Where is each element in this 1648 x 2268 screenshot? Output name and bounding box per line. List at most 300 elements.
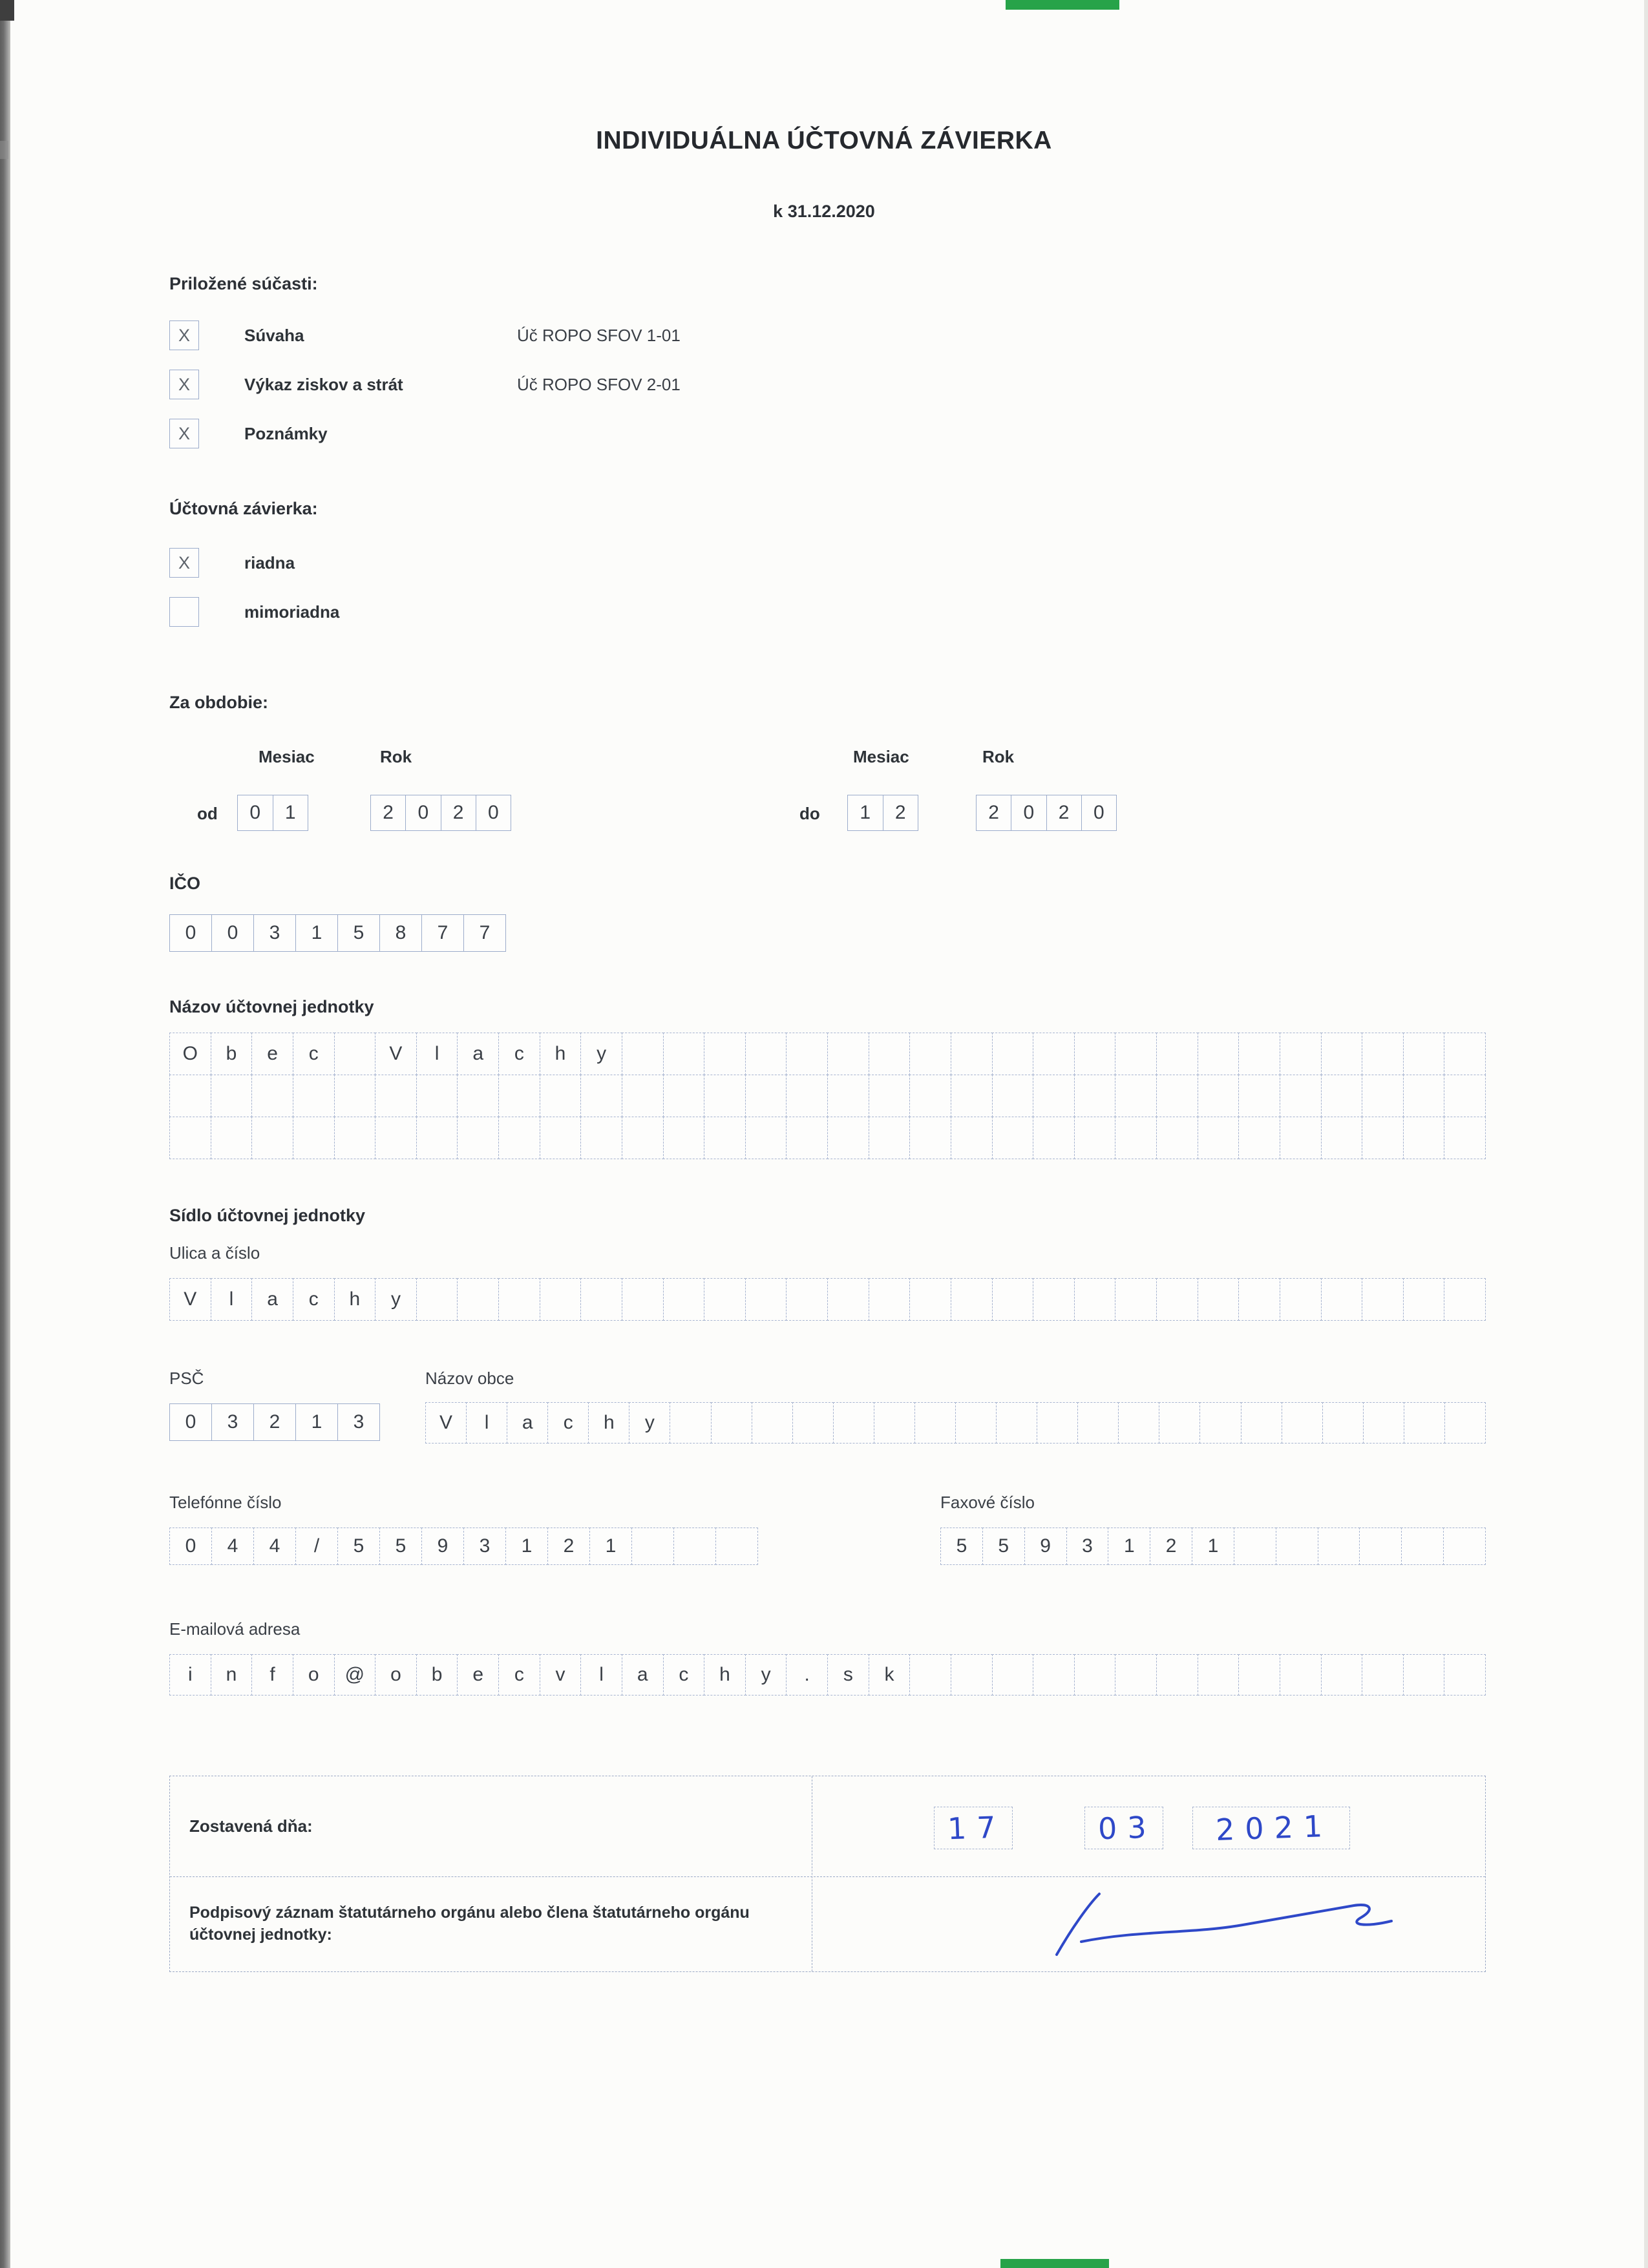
period-to-label: do (799, 804, 820, 823)
grid-cell: 0 (476, 795, 511, 831)
seat-heading: Sídlo účtovnej jednotky (169, 1206, 366, 1225)
grid-cell (1033, 1033, 1075, 1075)
grid-cell (1404, 1402, 1445, 1444)
grid-cell: h (704, 1654, 746, 1696)
grid-cell: 0 (211, 914, 254, 952)
grid-cell (1115, 1654, 1157, 1696)
grid-cell: b (211, 1033, 253, 1075)
grid-cell: V (425, 1402, 467, 1444)
grid-cell (1241, 1402, 1282, 1444)
grid-cell: y (629, 1402, 670, 1444)
compiled-month-box (1084, 1807, 1163, 1849)
period-to-year-label: Rok (982, 747, 1015, 766)
grid-cell (334, 1075, 376, 1117)
form-title: INDIVIDUÁLNA ÚČTOVNÁ ZÁVIERKA (596, 127, 1052, 154)
grid-cell (909, 1075, 951, 1117)
grid-cell (914, 1402, 956, 1444)
grid-cell (1159, 1402, 1200, 1444)
grid-cell (745, 1117, 787, 1159)
grid-cell (1359, 1528, 1402, 1565)
grid-cell (992, 1033, 1034, 1075)
checkbox-vykaz: X (169, 370, 199, 399)
grid-cell: n (211, 1654, 253, 1696)
attachment-form-code: Úč ROPO SFOV 2-01 (517, 375, 681, 394)
grid-cell (334, 1033, 376, 1075)
grid-cell (457, 1075, 499, 1117)
grid-cell: c (293, 1033, 335, 1075)
grid-cell: a (251, 1278, 293, 1321)
grid-cell (251, 1117, 293, 1159)
grid-cell (827, 1075, 869, 1117)
grid-cell: 0 (405, 795, 441, 831)
grid-cell: c (498, 1654, 540, 1696)
grid-cell (1198, 1075, 1240, 1117)
scanner-edge-left (0, 0, 10, 2268)
period-to-year-grid (976, 795, 1117, 831)
grid-cell (1403, 1075, 1445, 1117)
grid-cell (1238, 1278, 1280, 1321)
attachment-form-code: Úč ROPO SFOV 1-01 (517, 326, 681, 345)
grid-cell: c (547, 1402, 589, 1444)
attachments-heading: Priložené súčasti: (169, 274, 318, 293)
grid-cell (869, 1117, 911, 1159)
grid-cell (1444, 1278, 1486, 1321)
grid-cell (909, 1117, 951, 1159)
grid-cell: y (375, 1278, 417, 1321)
grid-cell: @ (334, 1654, 376, 1696)
grid-cell (827, 1033, 869, 1075)
grid-cell (1321, 1278, 1363, 1321)
grid-cell (1362, 1033, 1404, 1075)
grid-cell: 1 (273, 795, 309, 831)
grid-cell (869, 1278, 911, 1321)
grid-cell (1403, 1117, 1445, 1159)
grid-cell (540, 1075, 582, 1117)
grid-cell: 0 (1081, 795, 1117, 831)
grid-cell (1276, 1528, 1318, 1565)
grid-cell: 1 (505, 1528, 548, 1565)
grid-cell (1280, 1117, 1322, 1159)
grid-cell (1321, 1117, 1363, 1159)
grid-cell (1403, 1654, 1445, 1696)
grid-cell: h (540, 1033, 582, 1075)
grid-cell (1118, 1402, 1159, 1444)
grid-cell: 4 (253, 1528, 296, 1565)
signature-statement-label: Podpisový záznam štatutárneho orgánu alebo člena štatutárneho orgánu účtovnej jednotky: (189, 1904, 750, 1944)
grid-cell: 0 (237, 795, 273, 831)
grid-cell (293, 1117, 335, 1159)
grid-cell (1362, 1654, 1404, 1696)
grid-cell: 2 (976, 795, 1011, 831)
grid-cell: e (251, 1033, 293, 1075)
grid-cell: e (457, 1654, 499, 1696)
period-from-year-grid (370, 795, 511, 831)
grid-cell (1077, 1402, 1119, 1444)
grid-cell (955, 1402, 997, 1444)
entity-name-grid-row1 (169, 1033, 1486, 1075)
phone-label: Telefónne číslo (169, 1493, 282, 1512)
grid-cell (951, 1117, 993, 1159)
grid-cell (715, 1528, 758, 1565)
grid-cell (622, 1075, 664, 1117)
grid-cell: . (786, 1654, 828, 1696)
grid-cell (540, 1117, 582, 1159)
grid-cell: 5 (982, 1528, 1025, 1565)
grid-cell: 2 (253, 1403, 296, 1441)
grid-cell (580, 1278, 622, 1321)
grid-cell (1198, 1033, 1240, 1075)
grid-cell (1444, 1033, 1486, 1075)
grid-cell: l (211, 1278, 253, 1321)
grid-cell (1401, 1528, 1444, 1565)
grid-cell (745, 1033, 787, 1075)
grid-cell: s (827, 1654, 869, 1696)
grid-cell: V (169, 1278, 211, 1321)
entity-name-grid-row2 (169, 1075, 1486, 1117)
grid-cell: a (507, 1402, 548, 1444)
entity-name-grid-row3 (169, 1117, 1486, 1159)
grid-cell (1280, 1033, 1322, 1075)
grid-cell (1238, 1117, 1280, 1159)
grid-cell (745, 1278, 787, 1321)
grid-cell (251, 1075, 293, 1117)
grid-cell (786, 1278, 828, 1321)
grid-cell: h (334, 1278, 376, 1321)
table-row-divider (170, 1876, 1485, 1877)
grid-cell (1074, 1033, 1116, 1075)
grid-cell: 1 (295, 914, 338, 952)
grid-cell (833, 1402, 874, 1444)
grid-cell (827, 1278, 869, 1321)
grid-cell (1318, 1528, 1360, 1565)
grid-cell (663, 1075, 705, 1117)
grid-cell (293, 1075, 335, 1117)
grid-cell (1238, 1075, 1280, 1117)
email-label: E-mailová adresa (169, 1619, 301, 1639)
grid-cell: l (416, 1033, 458, 1075)
grid-cell (996, 1402, 1037, 1444)
grid-cell (1321, 1033, 1363, 1075)
grid-cell: 3 (1066, 1528, 1109, 1565)
period-from-label: od (197, 804, 218, 823)
grid-cell: l (580, 1654, 622, 1696)
grid-cell: 2 (547, 1528, 590, 1565)
grid-cell (1156, 1033, 1198, 1075)
grid-cell (1156, 1654, 1198, 1696)
grid-cell (1198, 1117, 1240, 1159)
grid-cell (1238, 1654, 1280, 1696)
grid-cell (1037, 1402, 1078, 1444)
grid-cell (1115, 1033, 1157, 1075)
grid-cell (1033, 1075, 1075, 1117)
grid-cell (792, 1402, 834, 1444)
grid-cell (1199, 1402, 1241, 1444)
attachment-label: Výkaz ziskov a strát (244, 375, 403, 394)
grid-cell: V (375, 1033, 417, 1075)
grid-cell (1115, 1278, 1157, 1321)
grid-cell: O (169, 1033, 211, 1075)
compiled-day-box (934, 1807, 1013, 1849)
grid-cell (786, 1075, 828, 1117)
handwritten-year: 2021 (1215, 1808, 1334, 1847)
grid-cell: 0 (169, 914, 212, 952)
grid-cell: 2 (1046, 795, 1082, 831)
grid-cell: 1 (1192, 1528, 1234, 1565)
street-label: Ulica a číslo (169, 1243, 260, 1263)
grid-cell (1198, 1278, 1240, 1321)
grid-cell (1198, 1654, 1240, 1696)
closing-row-mimoriadna (169, 597, 1074, 627)
grid-cell (827, 1117, 869, 1159)
grid-cell: 5 (940, 1528, 983, 1565)
scanner-edge-corner (0, 0, 14, 21)
grid-cell: 2 (441, 795, 476, 831)
grid-cell: c (293, 1278, 335, 1321)
form-date-line: k 31.12.2020 (773, 202, 875, 221)
period-from-month-grid (237, 795, 308, 831)
grid-cell (704, 1117, 746, 1159)
ico-grid (169, 914, 506, 952)
closing-row-riadna (169, 548, 1074, 578)
grid-cell (1403, 1033, 1445, 1075)
grid-cell: 1 (847, 795, 883, 831)
grid-cell: f (251, 1654, 293, 1696)
grid-cell (416, 1278, 458, 1321)
grid-cell (622, 1117, 664, 1159)
attachment-row-suvaha (169, 320, 1074, 350)
grid-cell (670, 1402, 711, 1444)
grid-cell (1321, 1654, 1363, 1696)
grid-cell (704, 1075, 746, 1117)
checkbox-suvaha: X (169, 320, 199, 350)
grid-cell (869, 1075, 911, 1117)
grid-cell (1156, 1278, 1198, 1321)
fax-label: Faxové číslo (940, 1493, 1035, 1512)
city-grid (425, 1402, 1486, 1444)
grid-cell (711, 1402, 752, 1444)
grid-cell (1443, 1528, 1486, 1565)
grid-cell: h (588, 1402, 629, 1444)
grid-cell: 0 (169, 1403, 212, 1441)
attachment-label: Poznámky (244, 424, 328, 443)
grid-cell (1074, 1117, 1116, 1159)
grid-cell (663, 1278, 705, 1321)
grid-cell (1115, 1117, 1157, 1159)
grid-cell (375, 1117, 417, 1159)
grid-cell (375, 1075, 417, 1117)
city-label: Názov obce (425, 1369, 514, 1388)
grid-cell (951, 1033, 993, 1075)
grid-cell: 1 (1108, 1528, 1150, 1565)
grid-cell (786, 1033, 828, 1075)
grid-cell (1280, 1278, 1322, 1321)
handwritten-signature (1042, 1887, 1404, 1965)
grid-cell (1322, 1402, 1364, 1444)
grid-cell (1033, 1117, 1075, 1159)
street-grid (169, 1278, 1486, 1321)
grid-cell: 3 (463, 1528, 506, 1565)
grid-cell (416, 1075, 458, 1117)
grid-cell (673, 1528, 716, 1565)
grid-cell (1444, 1402, 1486, 1444)
period-to-month-label: Mesiac (853, 747, 909, 766)
fax-grid (940, 1528, 1486, 1565)
grid-cell (1074, 1278, 1116, 1321)
compiled-date-label: Zostavená dňa: (189, 1816, 313, 1836)
grid-cell: y (580, 1033, 622, 1075)
grid-cell (540, 1278, 582, 1321)
period-to-month-grid (847, 795, 918, 831)
signature-table (169, 1776, 1486, 1972)
grid-cell (457, 1117, 499, 1159)
grid-cell (1033, 1278, 1075, 1321)
grid-cell: / (295, 1528, 338, 1565)
grid-cell (1234, 1528, 1276, 1565)
grid-cell (498, 1075, 540, 1117)
grid-cell (752, 1402, 793, 1444)
grid-cell: 1 (589, 1528, 632, 1565)
grid-cell (211, 1075, 253, 1117)
grid-cell: a (622, 1654, 664, 1696)
scanner-green-mark-bottom (1000, 2259, 1109, 2268)
grid-cell (1282, 1402, 1323, 1444)
grid-cell (1444, 1075, 1486, 1117)
grid-cell: 7 (463, 914, 506, 952)
compiled-year-box (1192, 1807, 1350, 1849)
grid-cell: l (466, 1402, 507, 1444)
grid-cell (622, 1278, 664, 1321)
grid-cell (951, 1278, 993, 1321)
grid-cell: 3 (253, 914, 296, 952)
grid-cell (416, 1117, 458, 1159)
grid-cell: v (540, 1654, 582, 1696)
handwritten-day: 17 (946, 1809, 1007, 1847)
grid-cell (457, 1278, 499, 1321)
grid-cell: k (869, 1654, 911, 1696)
grid-cell (169, 1075, 211, 1117)
email-grid (169, 1654, 1486, 1696)
grid-cell: 7 (421, 914, 464, 952)
grid-cell: 3 (337, 1403, 380, 1441)
grid-cell (663, 1117, 705, 1159)
grid-cell: a (457, 1033, 499, 1075)
grid-cell (580, 1117, 622, 1159)
closing-label: mimoriadna (244, 602, 340, 622)
grid-cell (169, 1117, 211, 1159)
scanner-edge-right (1644, 0, 1648, 2268)
grid-cell (745, 1075, 787, 1117)
checkbox-mimoriadna (169, 597, 199, 627)
checkbox-poznamky: X (169, 419, 199, 448)
period-from-month-label: Mesiac (259, 747, 315, 766)
grid-cell (334, 1117, 376, 1159)
grid-cell (869, 1033, 911, 1075)
grid-cell: 2 (1150, 1528, 1192, 1565)
grid-cell (786, 1117, 828, 1159)
phone-grid (169, 1528, 758, 1565)
attachment-row-vykaz (169, 370, 1074, 399)
grid-cell (631, 1528, 674, 1565)
grid-cell (992, 1117, 1034, 1159)
grid-cell: 0 (1011, 795, 1046, 831)
zip-grid (169, 1403, 380, 1441)
attachment-row-poznamky (169, 419, 1074, 448)
grid-cell (622, 1033, 664, 1075)
grid-cell (1280, 1075, 1322, 1117)
grid-cell: o (375, 1654, 417, 1696)
grid-cell: 1 (295, 1403, 338, 1441)
grid-cell: 8 (379, 914, 422, 952)
closing-label: riadna (244, 553, 295, 572)
grid-cell (1074, 1075, 1116, 1117)
grid-cell (909, 1033, 951, 1075)
grid-cell (1074, 1654, 1116, 1696)
grid-cell (1444, 1654, 1486, 1696)
period-from-year-label: Rok (380, 747, 412, 766)
grid-cell (1363, 1402, 1404, 1444)
grid-cell (909, 1278, 951, 1321)
checkbox-riadna: X (169, 548, 199, 578)
grid-cell (909, 1654, 951, 1696)
grid-cell (663, 1033, 705, 1075)
grid-cell: 4 (211, 1528, 254, 1565)
grid-cell (580, 1075, 622, 1117)
grid-cell: c (663, 1654, 705, 1696)
grid-cell (1156, 1075, 1198, 1117)
grid-cell: 5 (337, 914, 380, 952)
grid-cell: 2 (370, 795, 406, 831)
grid-cell (1362, 1117, 1404, 1159)
handwritten-month: 03 (1097, 1809, 1157, 1847)
zip-label: PSČ (169, 1369, 204, 1388)
grid-cell (1115, 1075, 1157, 1117)
grid-cell: o (293, 1654, 335, 1696)
grid-cell: 5 (379, 1528, 422, 1565)
grid-cell: c (498, 1033, 540, 1075)
grid-cell (1403, 1278, 1445, 1321)
grid-cell (1238, 1033, 1280, 1075)
grid-cell: 0 (169, 1528, 212, 1565)
grid-cell (704, 1033, 746, 1075)
entity-name-label: Názov účtovnej jednotky (169, 997, 374, 1016)
grid-cell (1321, 1075, 1363, 1117)
grid-cell (992, 1654, 1034, 1696)
period-heading: Za obdobie: (169, 693, 268, 712)
grid-cell (951, 1075, 993, 1117)
grid-cell: 5 (337, 1528, 380, 1565)
grid-cell: 9 (1024, 1528, 1067, 1565)
closing-heading: Účtovná závierka: (169, 499, 318, 518)
grid-cell (874, 1402, 915, 1444)
grid-cell: b (416, 1654, 458, 1696)
grid-cell: 2 (883, 795, 919, 831)
scanner-green-mark-top (1006, 0, 1119, 10)
grid-cell: y (745, 1654, 787, 1696)
grid-cell (951, 1654, 993, 1696)
grid-cell (498, 1117, 540, 1159)
grid-cell (1444, 1117, 1486, 1159)
grid-cell (704, 1278, 746, 1321)
grid-cell: i (169, 1654, 211, 1696)
grid-cell: 3 (211, 1403, 254, 1441)
grid-cell (498, 1278, 540, 1321)
grid-cell: 9 (421, 1528, 464, 1565)
grid-cell (992, 1075, 1034, 1117)
grid-cell (1033, 1654, 1075, 1696)
grid-cell (1280, 1654, 1322, 1696)
grid-cell (992, 1278, 1034, 1321)
grid-cell (1156, 1117, 1198, 1159)
